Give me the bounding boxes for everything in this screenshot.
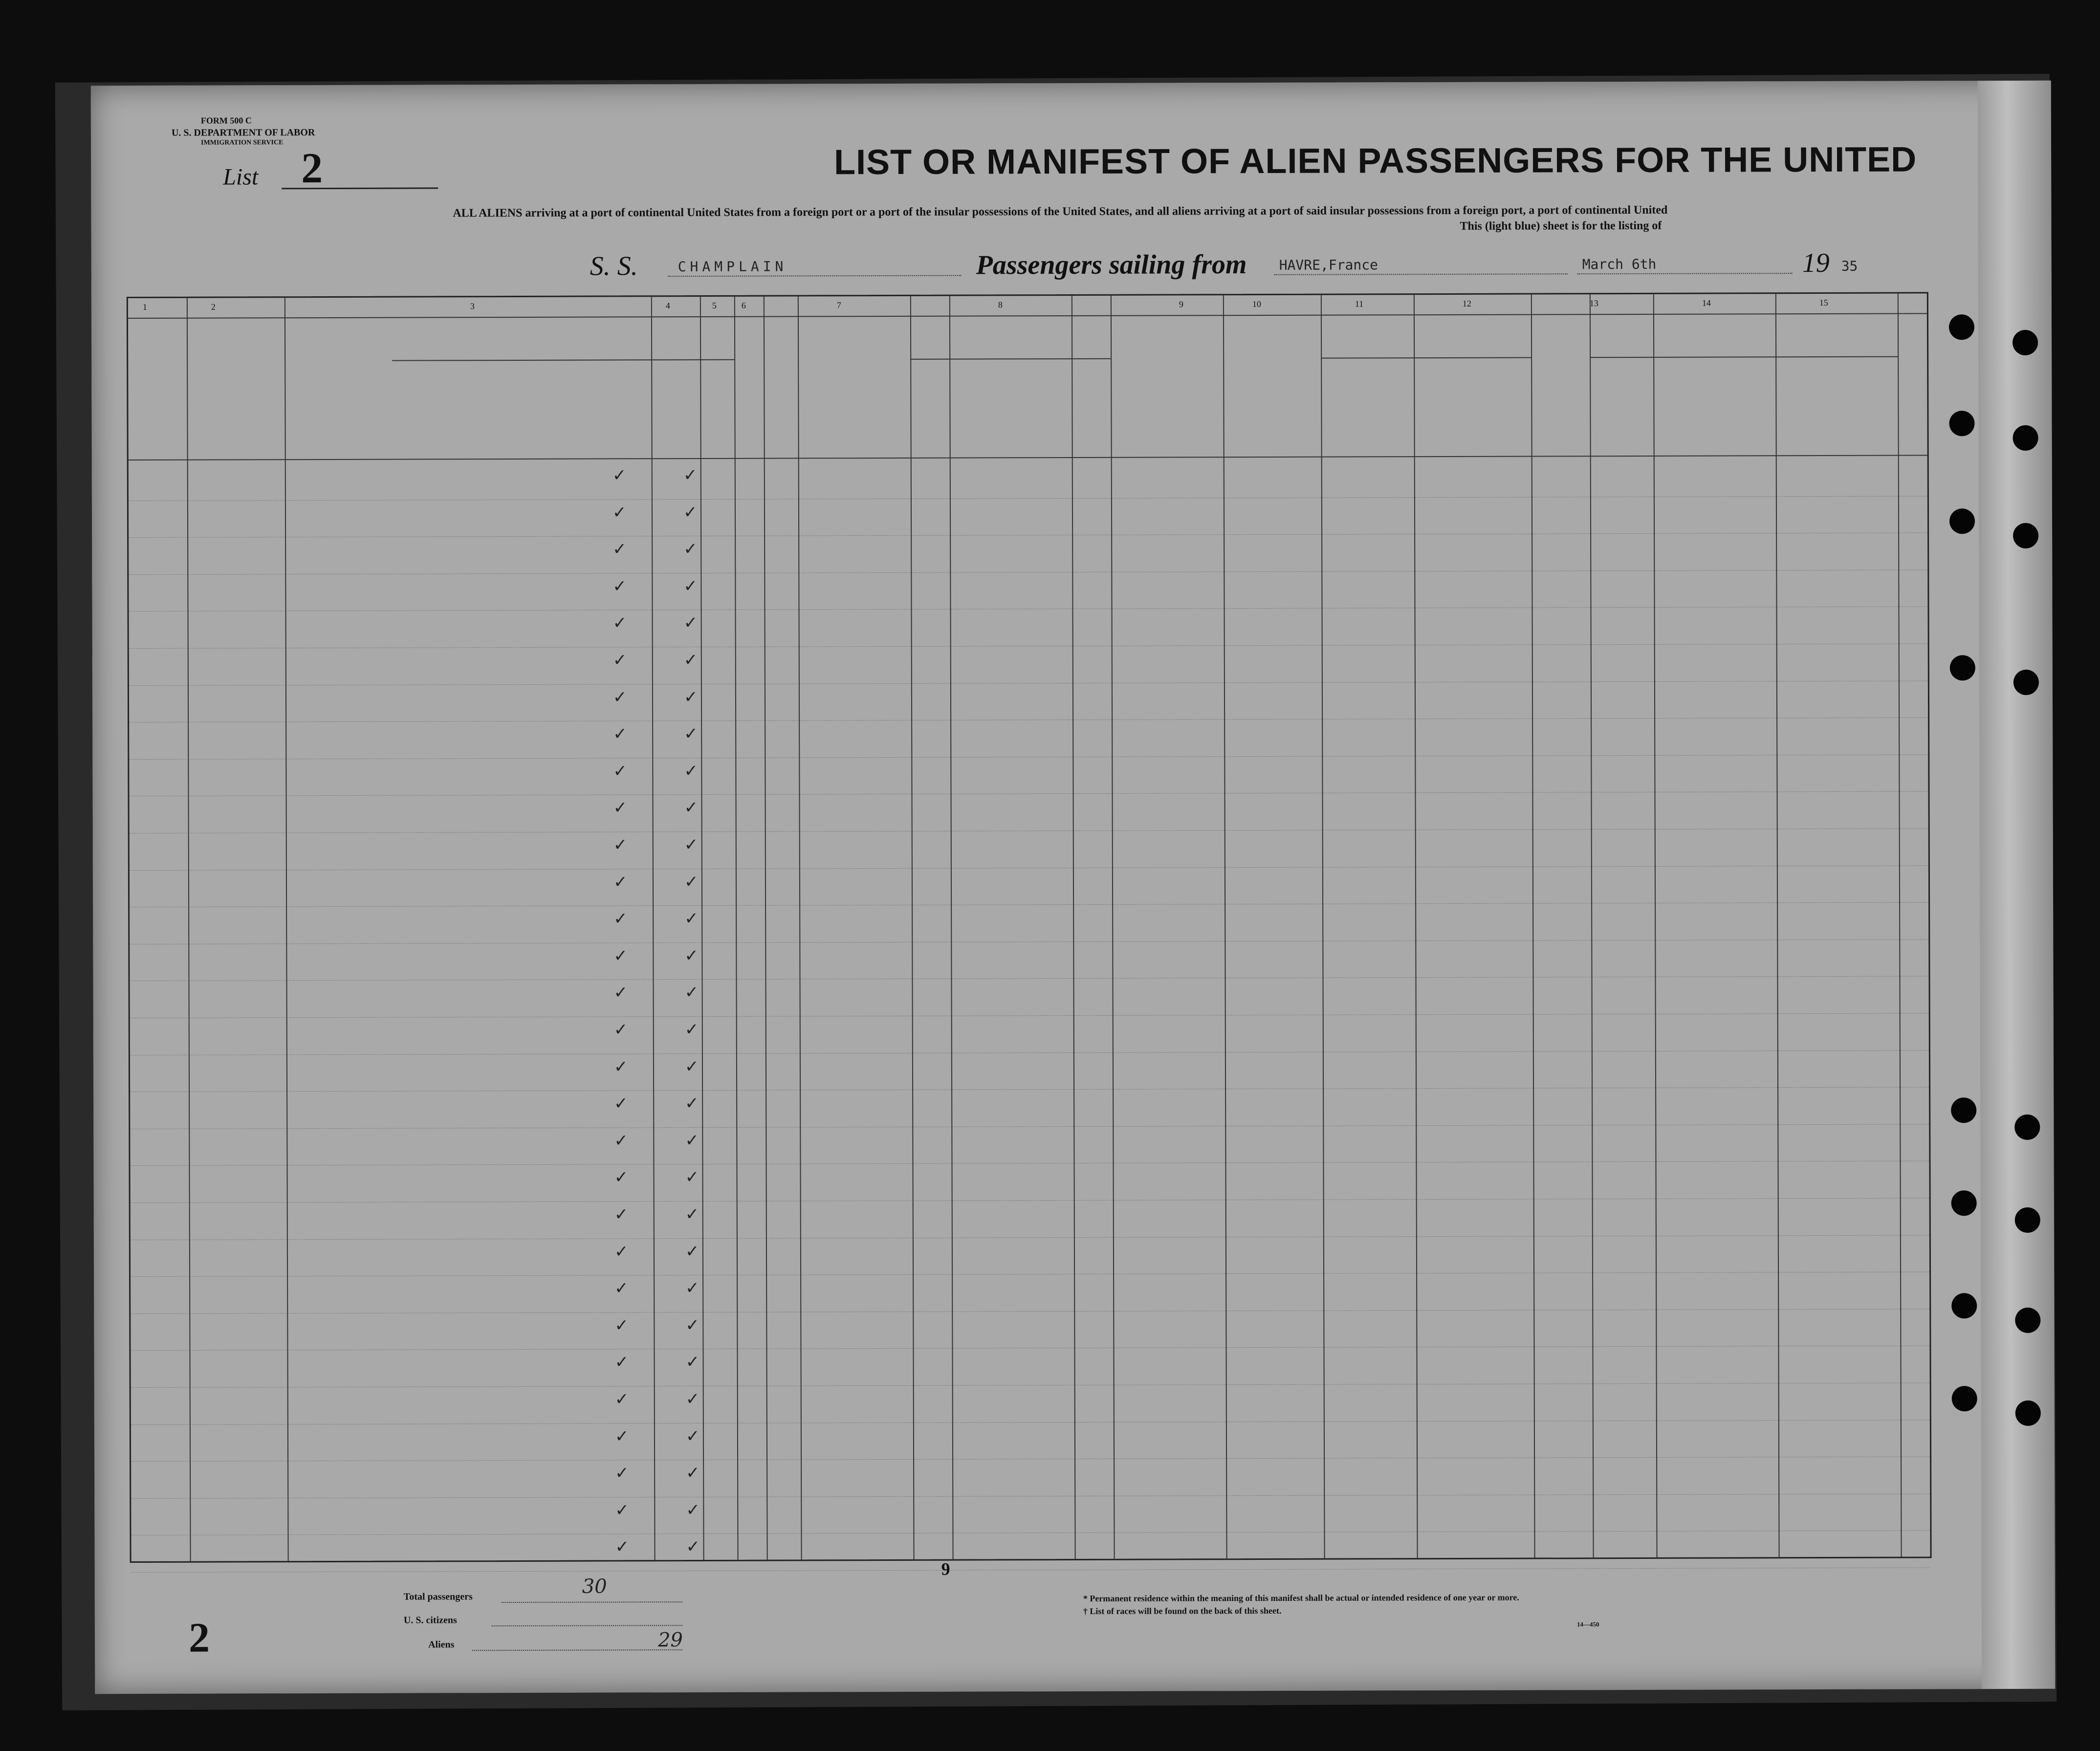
- row-divider: [130, 791, 1928, 797]
- check-mark: ✓: [613, 1056, 628, 1077]
- check-mark: ✓: [686, 1500, 700, 1520]
- row-divider: [129, 754, 1928, 760]
- row-divider: [130, 1124, 1929, 1129]
- column-divider: [1898, 294, 1902, 1557]
- check-mark: ✓: [685, 1315, 700, 1335]
- column-number: 11: [1355, 299, 1364, 309]
- column-number: 15: [1819, 297, 1828, 307]
- check-mark: ✓: [613, 761, 627, 781]
- binding-hole: [1951, 1293, 1977, 1318]
- row-divider: [131, 1272, 1929, 1277]
- check-mark: ✓: [685, 1352, 700, 1372]
- column-divider: [798, 296, 802, 1559]
- check-mark: ✓: [683, 613, 698, 633]
- column-divider: [910, 296, 915, 1559]
- check-mark: ✓: [613, 835, 628, 855]
- check-mark: ✓: [684, 724, 698, 744]
- year-suffix: 35: [1841, 258, 1858, 274]
- column-number: 8: [998, 300, 1003, 310]
- check-mark: ✓: [614, 1278, 629, 1298]
- check-mark: ✓: [615, 1500, 629, 1520]
- check-mark: ✓: [684, 1056, 699, 1076]
- column-divider: [734, 297, 739, 1560]
- binding-hole: [2012, 330, 2038, 355]
- column-divider: [1321, 295, 1325, 1558]
- port-underline: [1274, 273, 1568, 275]
- sailing-date: March 6th: [1582, 256, 1657, 273]
- binding-hole: [1950, 655, 1975, 680]
- binding-hole: [2013, 425, 2038, 451]
- subheader-line: [651, 359, 734, 360]
- check-mark: ✓: [683, 465, 698, 485]
- check-mark: ✓: [612, 687, 627, 707]
- aliens-value: 29: [657, 1629, 683, 1652]
- row-divider: [131, 1235, 1929, 1240]
- check-mark: ✓: [683, 650, 698, 670]
- row-divider: [129, 533, 1927, 538]
- total-passengers-value: 30: [582, 1575, 607, 1598]
- column-number: 3: [470, 301, 475, 311]
- binding-hole: [2013, 523, 2038, 548]
- binding-hole: [1949, 411, 1974, 436]
- year-prefix: 19: [1802, 247, 1830, 279]
- row-divider: [130, 902, 1928, 908]
- check-mark: ✓: [614, 1241, 629, 1262]
- column-divider: [187, 298, 191, 1561]
- check-mark: ✓: [614, 1389, 629, 1409]
- check-mark: ✓: [685, 1167, 700, 1187]
- row-divider: [130, 1087, 1929, 1093]
- aliens-line: [472, 1649, 682, 1651]
- row-divider: [131, 1309, 1929, 1314]
- column-divider: [1414, 295, 1418, 1558]
- column-number: 14: [1702, 298, 1711, 308]
- column-divider: [764, 297, 768, 1560]
- check-mark: ✓: [684, 761, 698, 781]
- column-number: 7: [836, 300, 841, 310]
- row-divider: [131, 1346, 1929, 1351]
- sailing-label: Passengers sailing from: [976, 249, 1247, 281]
- subheader-line: [1321, 357, 1531, 359]
- column-divider: [700, 297, 704, 1560]
- check-mark: ✓: [613, 946, 628, 966]
- check-mark: ✓: [684, 909, 699, 929]
- column-number: 10: [1252, 299, 1261, 309]
- check-mark: ✓: [684, 798, 699, 818]
- instruction-line-1: ALL ALIENS arriving at a port of continental United States from a foreign port or a port of the insular possessions of the United States, and all aliens arriving at a port of said insular possessions from a foreign port, a port of continental United: [453, 203, 1668, 220]
- row-divider: [129, 718, 1928, 723]
- check-mark: ✓: [685, 1241, 700, 1261]
- row-divider: [130, 1050, 1929, 1055]
- header-top-line: [128, 313, 1927, 319]
- row-divider: [130, 976, 1928, 982]
- column-divider: [1072, 296, 1076, 1559]
- column-number: 13: [1589, 298, 1598, 308]
- column-divider: [1775, 294, 1780, 1557]
- column-number: 6: [741, 300, 746, 310]
- column-number: 5: [712, 300, 717, 310]
- check-mark: ✓: [685, 1389, 700, 1409]
- row-divider: [130, 828, 1928, 833]
- row-divider: [130, 865, 1928, 871]
- date-underline: [1577, 273, 1793, 274]
- column-divider: [1590, 294, 1594, 1557]
- check-mark: ✓: [612, 613, 627, 633]
- check-mark: ✓: [683, 502, 698, 522]
- service-label: IMMIGRATION SERVICE: [200, 139, 284, 147]
- binding-hole: [2014, 1115, 2040, 1140]
- check-mark: ✓: [613, 983, 628, 1003]
- column-number: 9: [1179, 299, 1183, 309]
- check-mark: ✓: [683, 687, 698, 707]
- check-mark: ✓: [613, 798, 628, 818]
- check-mark: ✓: [684, 835, 699, 855]
- form-code: 14—450: [1576, 1620, 1599, 1628]
- check-mark: ✓: [615, 1537, 630, 1557]
- binding-hole: [1949, 314, 1974, 340]
- check-mark: ✓: [685, 1130, 699, 1150]
- row-divider: [131, 1457, 1930, 1462]
- check-mark: ✓: [613, 872, 628, 892]
- row-divider: [131, 1493, 1930, 1499]
- us-citizens-label: U. S. citizens: [403, 1615, 457, 1626]
- binding-hole: [1949, 508, 1975, 534]
- aliens-label: Aliens: [428, 1639, 455, 1650]
- list-number: 2: [301, 145, 323, 193]
- column-divider: [651, 297, 656, 1560]
- footer-list-number: 2: [188, 1614, 210, 1661]
- instruction-line-2: This (light blue) sheet is for the listing of: [1460, 219, 1662, 233]
- header-bottom-line: [129, 455, 1927, 460]
- check-mark: ✓: [685, 1278, 700, 1298]
- check-mark: ✓: [686, 1537, 700, 1557]
- column-divider: [1653, 294, 1658, 1557]
- subheader-line: [1775, 356, 1898, 358]
- column-number: 12: [1462, 298, 1471, 308]
- right-binding-edge: [1978, 81, 2056, 1689]
- check-mark: ✓: [614, 1131, 628, 1151]
- row-divider: [129, 643, 1928, 649]
- list-label: List: [223, 164, 259, 190]
- binding-hole: [1952, 1386, 1977, 1411]
- row-divider: [130, 1013, 1929, 1018]
- binding-hole: [2013, 670, 2039, 695]
- subheader-line: [392, 359, 651, 361]
- column-divider: [1111, 296, 1115, 1559]
- row-divider: [131, 1420, 1930, 1425]
- departure-port: HAVRE,France: [1279, 257, 1378, 273]
- binding-hole: [2015, 1308, 2040, 1333]
- check-mark: ✓: [615, 1463, 629, 1483]
- check-mark: ✓: [685, 1204, 700, 1225]
- check-mark: ✓: [612, 465, 627, 485]
- check-mark: ✓: [612, 539, 627, 559]
- check-mark: ✓: [684, 983, 699, 1003]
- page-number: 9: [941, 1559, 950, 1579]
- row-divider: [130, 1161, 1929, 1166]
- check-mark: ✓: [613, 724, 627, 744]
- check-mark: ✓: [612, 576, 627, 596]
- row-divider: [131, 1198, 1929, 1203]
- subheader-line: [910, 358, 1111, 360]
- total-passengers-label: Total passengers: [403, 1591, 473, 1602]
- row-divider: [129, 496, 1927, 501]
- binding-hole: [1951, 1190, 1977, 1216]
- check-mark: ✓: [686, 1463, 700, 1483]
- list-underline: [282, 187, 438, 189]
- row-divider: [129, 607, 1928, 612]
- department-label: U. S. DEPARTMENT OF LABOR: [171, 127, 315, 138]
- us-citizens-line: [492, 1625, 682, 1626]
- binding-hole: [1951, 1097, 1976, 1123]
- ship-name: CHAMPLAIN: [678, 258, 788, 275]
- header-given-name: [509, 404, 607, 405]
- ss-label: S. S.: [590, 251, 638, 282]
- binding-hole: [2015, 1401, 2041, 1426]
- footnote-residence: * Permanent residence within the meaning of this manifest shall be actual or intended residence of one year or more.: [1083, 1592, 1519, 1603]
- check-mark: ✓: [684, 872, 699, 892]
- manifest-footer: [130, 1559, 1929, 1684]
- manifest-sheet: [91, 81, 2056, 1694]
- row-divider: [129, 569, 1927, 575]
- column-divider: [949, 296, 954, 1559]
- check-mark: ✓: [613, 909, 628, 929]
- check-mark: ✓: [612, 650, 627, 670]
- footnote-races: † List of races will be found on the back of this sheet.: [1083, 1605, 1282, 1616]
- ship-underline: [668, 275, 962, 277]
- check-mark: ✓: [685, 1426, 700, 1446]
- column-divider: [1531, 295, 1535, 1558]
- check-mark: ✓: [612, 502, 627, 523]
- page-title: LIST OR MANIFEST OF ALIEN PASSENGERS FOR THE UNITED: [834, 140, 1917, 182]
- check-mark: ✓: [685, 1094, 699, 1114]
- column-divider: [1223, 295, 1227, 1558]
- check-mark: ✓: [683, 576, 698, 596]
- row-divider: [131, 1382, 1930, 1388]
- row-divider: [131, 1531, 1930, 1536]
- check-mark: ✓: [683, 539, 698, 559]
- check-mark: ✓: [613, 1020, 628, 1040]
- check-mark: ✓: [614, 1315, 629, 1335]
- row-divider: [129, 680, 1928, 686]
- column-number: 2: [211, 302, 216, 312]
- manifest-table: [127, 292, 1932, 1563]
- row-divider: [130, 939, 1928, 944]
- check-mark: ✓: [614, 1204, 629, 1225]
- subheader-line: [1590, 356, 1775, 358]
- binding-hole: [2015, 1207, 2040, 1233]
- check-mark: ✓: [684, 945, 699, 965]
- column-number: 4: [665, 301, 670, 311]
- check-mark: ✓: [684, 1020, 699, 1040]
- form-number: FORM 500 C: [200, 115, 252, 126]
- total-passengers-line: [502, 1601, 682, 1603]
- check-mark: ✓: [614, 1094, 628, 1114]
- check-mark: ✓: [614, 1352, 629, 1372]
- check-mark: ✓: [614, 1167, 629, 1187]
- column-number: 1: [142, 302, 147, 312]
- column-divider: [284, 298, 289, 1561]
- check-mark: ✓: [614, 1426, 629, 1446]
